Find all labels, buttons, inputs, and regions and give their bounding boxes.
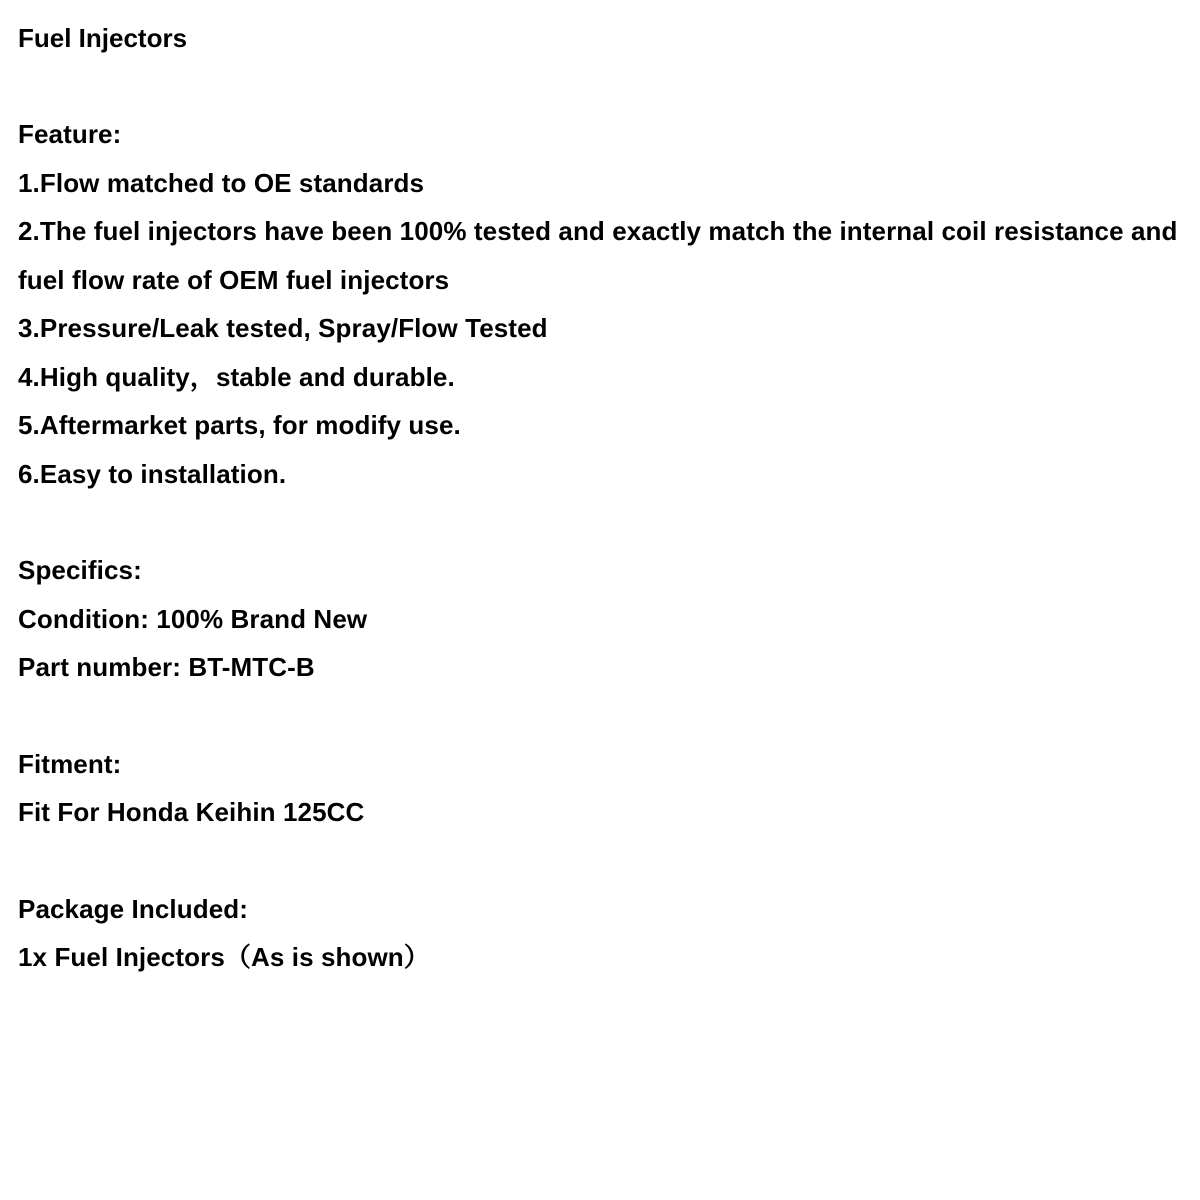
feature-item-3: 3.Pressure/Leak tested, Spray/Flow Tested xyxy=(18,313,548,343)
title-spacer xyxy=(18,62,1184,110)
section-fitment xyxy=(18,740,1184,837)
section-heading-package-included: Package Included: xyxy=(18,893,248,924)
feature-item-2: 2.The fuel injectors have been 100% tested and exactly match the internal coil resistance and fuel flow rate of OEM fuel injectors xyxy=(18,216,1185,295)
feature-spacer xyxy=(18,498,1184,546)
section-feature xyxy=(18,110,1184,498)
feature-item-6: 6.Easy to installation. xyxy=(18,458,287,489)
specifics-condition: Condition: 100% Brand New xyxy=(18,603,368,634)
specifics-part-number: Part number: BT-MTC-B xyxy=(18,652,315,682)
section-heading-fitment: Fitment: xyxy=(18,748,122,779)
feature-item-4: 4.High quality，stable and durable. xyxy=(18,361,455,392)
feature-item-1: 1.Flow matched to OE standards xyxy=(18,167,425,198)
page-title: Fuel Injectors xyxy=(18,23,188,53)
feature-item-5: 5.Aftermarket parts, for modify use. xyxy=(18,410,461,440)
section-heading-feature: Feature: xyxy=(18,119,122,149)
section-heading-specifics: Specifics: xyxy=(18,555,142,585)
section-package-included xyxy=(18,885,1184,982)
section-specifics xyxy=(18,546,1184,692)
fitment-item-1: Fit For Honda Keihin 125CC xyxy=(18,797,365,827)
package-item-1: 1x Fuel Injectors（As is shown） xyxy=(18,942,430,972)
fitment-spacer xyxy=(18,837,1184,885)
specifics-spacer xyxy=(18,692,1184,740)
